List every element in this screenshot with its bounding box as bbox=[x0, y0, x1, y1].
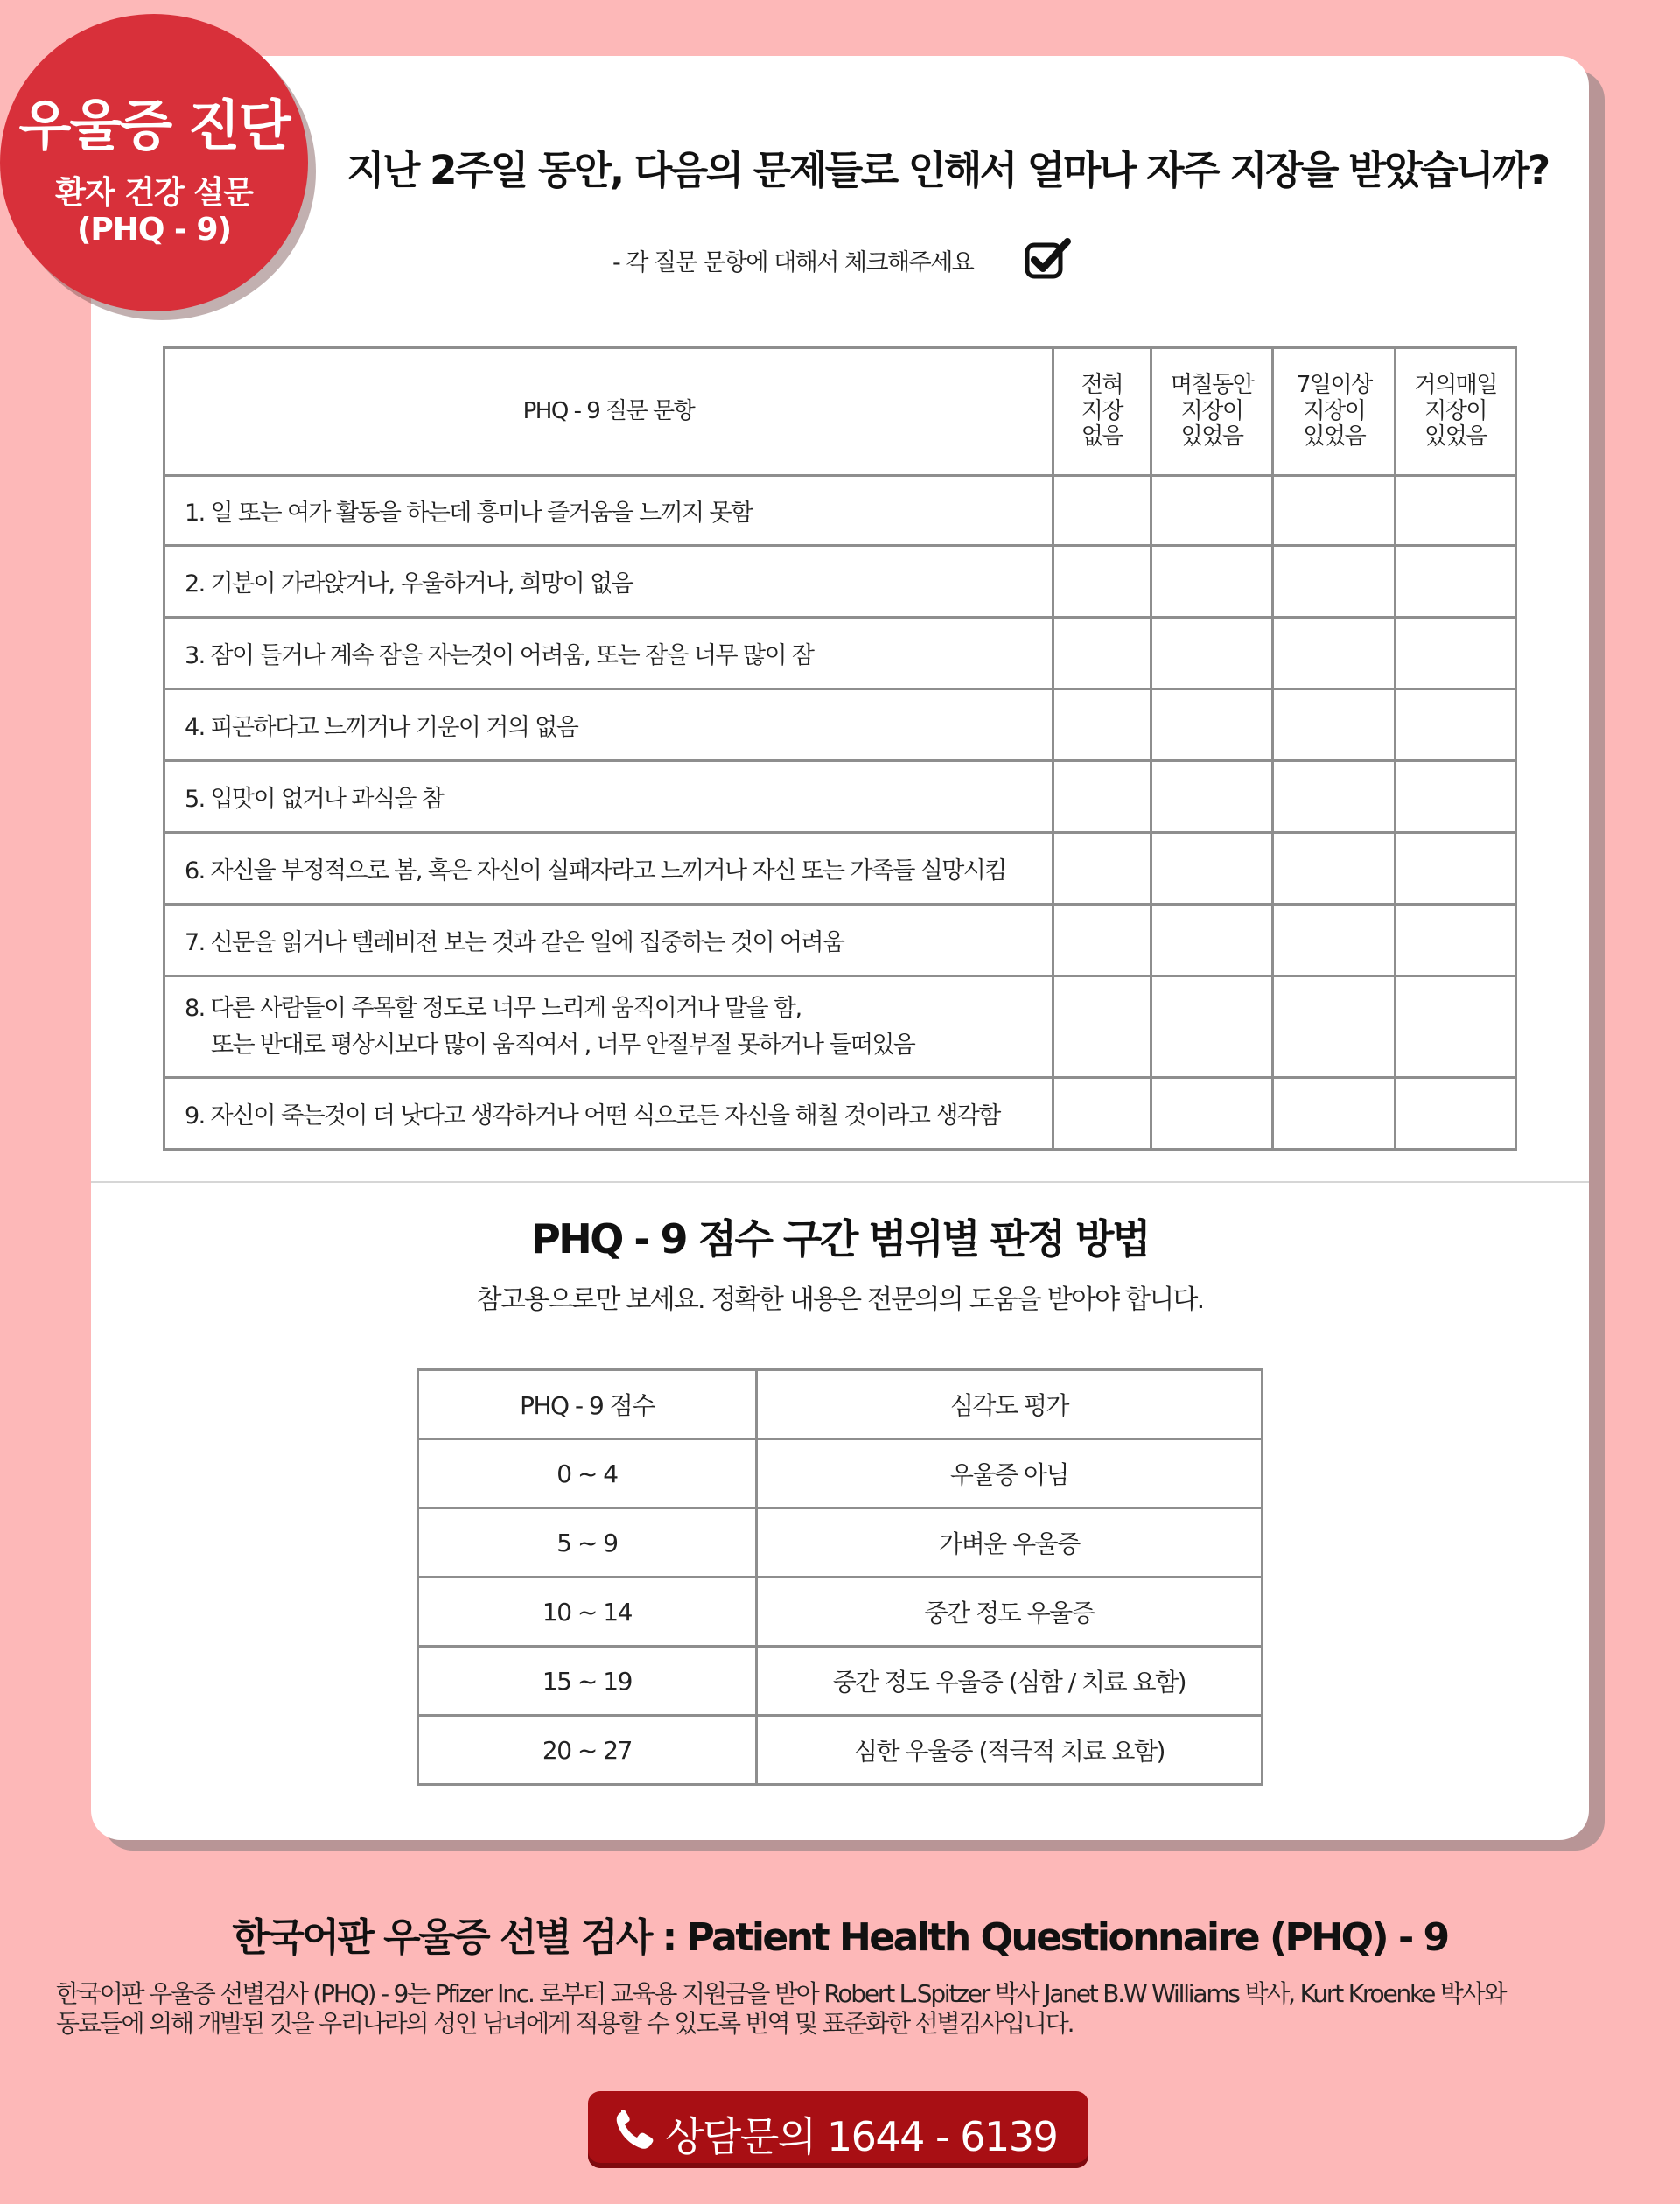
question-text: 4. 피곤하다고 느끼거나 기운이 거의 없음 bbox=[164, 689, 1054, 761]
footer-title: 한국어판 우울증 선별 검사 : Patient Health Questionnaire (PHQ) - 9 bbox=[232, 1915, 1448, 1960]
footer-description bbox=[56, 1979, 1631, 2039]
answer-cell[interactable] bbox=[1053, 689, 1151, 761]
question-row bbox=[164, 689, 1516, 761]
question-text: 9. 자신이 죽는것이 더 낫다고 생각하거나 어떤 식으로든 자신을 해칠 것이라고 생각함 bbox=[164, 1078, 1054, 1150]
score-range: 0 ~ 4 bbox=[418, 1439, 757, 1508]
severity-evaluation: 중간 정도 우울증 bbox=[756, 1578, 1262, 1647]
answer-cell[interactable] bbox=[1151, 905, 1273, 976]
score-range: 5 ~ 9 bbox=[418, 1508, 757, 1578]
answer-cell[interactable] bbox=[1151, 476, 1273, 546]
question-text: 7. 신문을 읽거나 텔레비전 보는 것과 같은 일에 집중하는 것이 어려움 bbox=[164, 905, 1054, 976]
answer-cell[interactable] bbox=[1053, 905, 1151, 976]
footer-line-2: 동료들에 의해 개발된 것을 우리나라의 성인 남녀에게 적용할 수 있도록 번역 및 표준화한 선별검사입니다. bbox=[56, 2009, 1074, 2039]
question-row bbox=[164, 476, 1516, 546]
question-row bbox=[164, 905, 1516, 976]
badge-code: (PHQ - 9) bbox=[76, 212, 232, 248]
question-table-header bbox=[164, 348, 1516, 476]
answer-cell[interactable] bbox=[1273, 976, 1396, 1078]
badge-subtitle: 환자 건강 설문 bbox=[55, 175, 253, 211]
title-badge bbox=[0, 14, 308, 311]
answer-cell[interactable] bbox=[1273, 476, 1396, 546]
answer-cell[interactable] bbox=[1151, 761, 1273, 833]
answer-cell[interactable] bbox=[1396, 976, 1516, 1078]
question-text: 6. 자신을 부정적으로 봄, 혹은 자신이 실패자라고 느끼거나 자신 또는 가족들 실망시킴 bbox=[164, 833, 1054, 905]
question-row bbox=[164, 833, 1516, 905]
answer-cell[interactable] bbox=[1396, 1078, 1516, 1150]
answer-cell[interactable] bbox=[1053, 1078, 1151, 1150]
answer-cell[interactable] bbox=[1396, 761, 1516, 833]
score-column-header: PHQ - 9 점수 bbox=[418, 1370, 757, 1439]
answer-cell[interactable] bbox=[1396, 546, 1516, 618]
contact-button[interactable] bbox=[588, 2091, 1088, 2168]
option-header-more-than-half: 7일이상 지장이 있었음 bbox=[1273, 348, 1396, 476]
question-row bbox=[164, 761, 1516, 833]
answer-cell[interactable] bbox=[1151, 546, 1273, 618]
answer-cell[interactable] bbox=[1396, 476, 1516, 546]
answer-cell[interactable] bbox=[1053, 476, 1151, 546]
answer-cell[interactable] bbox=[1273, 761, 1396, 833]
question-row bbox=[164, 546, 1516, 618]
answer-cell[interactable] bbox=[1151, 618, 1273, 689]
answer-cell[interactable] bbox=[1273, 618, 1396, 689]
badge-title: 우울증 진단 bbox=[18, 94, 290, 157]
question-row bbox=[164, 976, 1516, 1078]
answer-cell[interactable] bbox=[1273, 689, 1396, 761]
answer-cell[interactable] bbox=[1273, 905, 1396, 976]
section-divider bbox=[91, 1181, 1589, 1183]
question-row bbox=[164, 1078, 1516, 1150]
instruction-text: - 각 질문 문항에 대해서 체크해주세요 bbox=[612, 249, 974, 276]
answer-cell[interactable] bbox=[1396, 833, 1516, 905]
answer-cell[interactable] bbox=[1273, 1078, 1396, 1150]
question-text: 5. 입맛이 없거나 과식을 참 bbox=[164, 761, 1054, 833]
score-row bbox=[418, 1578, 1263, 1647]
main-question: 지난 2주일 동안, 다음의 문제들로 인해서 얼마나 자주 지장을 받았습니까? bbox=[346, 147, 1549, 193]
answer-cell[interactable] bbox=[1396, 905, 1516, 976]
answer-cell[interactable] bbox=[1273, 546, 1396, 618]
score-row bbox=[418, 1439, 1263, 1508]
answer-cell[interactable] bbox=[1396, 618, 1516, 689]
answer-cell[interactable] bbox=[1053, 761, 1151, 833]
answer-cell[interactable] bbox=[1151, 976, 1273, 1078]
score-range-table bbox=[416, 1368, 1264, 1786]
question-header: PHQ - 9 질문 문항 bbox=[164, 348, 1054, 476]
severity-evaluation: 우울증 아님 bbox=[756, 1439, 1262, 1508]
question-text: 1. 일 또는 여가 활동을 하는데 흥미나 즐거움을 느끼지 못함 bbox=[164, 476, 1054, 546]
question-text: 2. 기분이 가라앉거나, 우울하거나, 희망이 없음 bbox=[164, 546, 1054, 618]
severity-evaluation: 심한 우울증 (적극적 치료 요함) bbox=[756, 1716, 1262, 1785]
option-header-several-days: 며칠동안 지장이 있었음 bbox=[1151, 348, 1273, 476]
answer-cell[interactable] bbox=[1053, 546, 1151, 618]
question-text-line2: 또는 반대로 평상시보다 많이 움직여서 , 너무 안절부절 못하거나 들떠있음 bbox=[211, 1031, 915, 1059]
score-row bbox=[418, 1647, 1263, 1716]
answer-cell[interactable] bbox=[1151, 833, 1273, 905]
contact-number: 상담문의 1644 - 6139 bbox=[665, 2113, 1058, 2160]
scoring-note: 참고용으로만 보세요. 정확한 내용은 전문의의 도움을 받아야 합니다. bbox=[476, 1284, 1204, 1315]
severity-evaluation: 가벼운 우울증 bbox=[756, 1508, 1262, 1578]
score-row bbox=[418, 1508, 1263, 1578]
score-table-header bbox=[418, 1370, 1263, 1439]
option-header-nearly-every-day: 거의매일 지장이 있었음 bbox=[1396, 348, 1516, 476]
footer-line-1: 한국어판 우울증 선별검사 (PHQ) - 9는 Pfizer Inc. 로부터 교육용 지원금을 받아 Robert L.Spitzer 박사 Janet B.W Williams 박사, Kurt Kroenke 박사와 bbox=[56, 1979, 1506, 2008]
score-range: 10 ~ 14 bbox=[418, 1578, 757, 1647]
phone-icon bbox=[614, 2109, 654, 2151]
question-text: 3. 잠이 들거나 계속 잠을 자는것이 어려움, 또는 잠을 너무 많이 잠 bbox=[164, 618, 1054, 689]
question-text-line1: 8. 다른 사람들이 주목할 정도로 너무 느리게 움직이거나 말을 함, bbox=[185, 994, 802, 1022]
phq9-question-table bbox=[163, 346, 1517, 1151]
score-range: 20 ~ 27 bbox=[418, 1716, 757, 1785]
question-text bbox=[164, 976, 1054, 1078]
question-row bbox=[164, 618, 1516, 689]
severity-evaluation: 중간 정도 우울증 (심함 / 치료 요함) bbox=[756, 1647, 1262, 1716]
answer-cell[interactable] bbox=[1151, 1078, 1273, 1150]
answer-cell[interactable] bbox=[1053, 976, 1151, 1078]
answer-cell[interactable] bbox=[1053, 618, 1151, 689]
option-header-not-at-all: 전혀 지장 없음 bbox=[1053, 348, 1151, 476]
answer-cell[interactable] bbox=[1151, 689, 1273, 761]
answer-cell[interactable] bbox=[1396, 689, 1516, 761]
score-range: 15 ~ 19 bbox=[418, 1647, 757, 1716]
answer-cell[interactable] bbox=[1273, 833, 1396, 905]
score-row bbox=[418, 1716, 1263, 1785]
evaluation-column-header: 심각도 평가 bbox=[756, 1370, 1262, 1439]
checkbox-checked-icon bbox=[1024, 236, 1073, 280]
answer-cell[interactable] bbox=[1053, 833, 1151, 905]
scoring-title: PHQ - 9 점수 구간 범위별 판정 방법 bbox=[531, 1215, 1149, 1263]
